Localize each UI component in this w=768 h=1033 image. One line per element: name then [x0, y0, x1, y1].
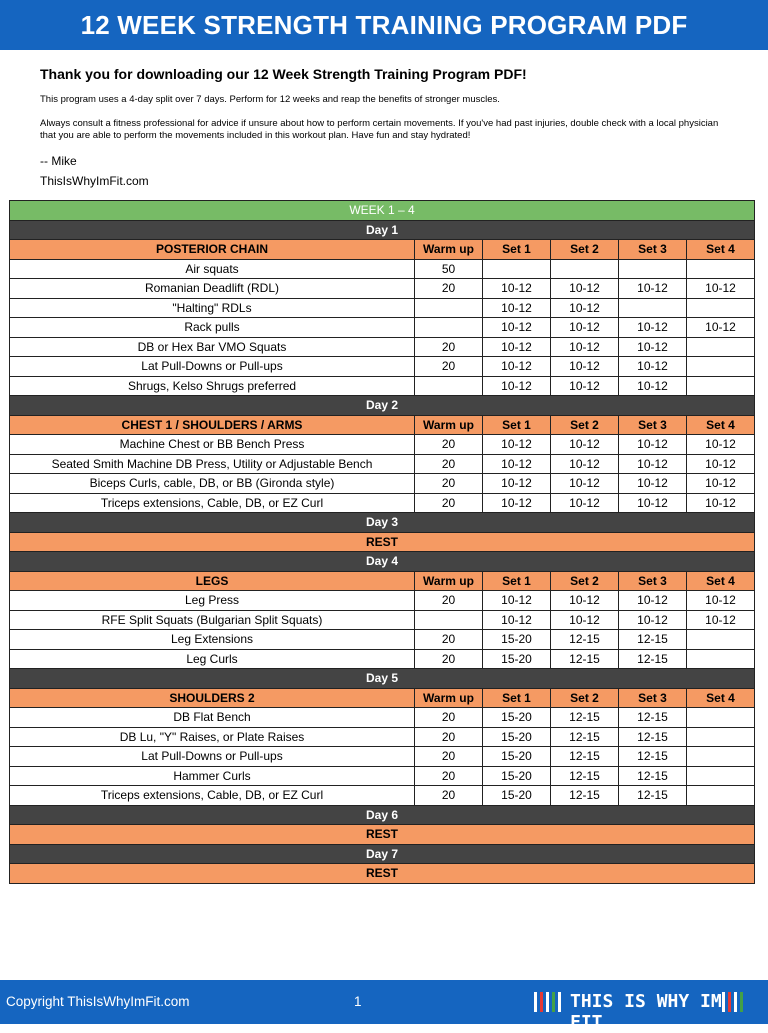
rep-cell: 20: [415, 493, 483, 513]
rep-cell: 15-20: [483, 630, 551, 650]
column-header: Set 3: [619, 688, 687, 708]
rep-cell: 10-12: [551, 435, 619, 455]
rep-cell: 15-20: [483, 747, 551, 767]
rep-cell: 20: [415, 708, 483, 728]
exercise-row: [10, 357, 755, 377]
rep-cell: 12-15: [551, 766, 619, 786]
column-header: Set 1: [483, 415, 551, 435]
exercise-row: [10, 708, 755, 728]
rep-cell: 10-12: [619, 454, 687, 474]
rep-cell: 20: [415, 279, 483, 299]
rep-cell: 10-12: [483, 454, 551, 474]
rep-cell: 10-12: [687, 454, 755, 474]
exercise-row: [10, 454, 755, 474]
rep-cell: 12-15: [551, 727, 619, 747]
rep-cell: 15-20: [483, 708, 551, 728]
exercise-row: [10, 435, 755, 455]
day-label: Day 6: [10, 805, 755, 825]
title-bar: [0, 0, 768, 50]
rep-cell: 10-12: [687, 279, 755, 299]
muscle-group-label: LEGS: [10, 571, 415, 591]
rep-cell: [551, 259, 619, 279]
rep-cell: 10-12: [619, 610, 687, 630]
rep-cell: 10-12: [551, 493, 619, 513]
rep-cell: 20: [415, 474, 483, 494]
rep-cell: 10-12: [551, 591, 619, 611]
rep-cell: 12-15: [551, 747, 619, 767]
rep-cell: 12-15: [619, 630, 687, 650]
rep-cell: [687, 727, 755, 747]
rep-cell: 10-12: [687, 435, 755, 455]
rep-cell: 15-20: [483, 649, 551, 669]
rep-cell: 20: [415, 747, 483, 767]
column-header: Set 4: [687, 688, 755, 708]
day-row: [10, 844, 755, 864]
exercise-row: [10, 649, 755, 669]
rep-cell: [415, 610, 483, 630]
rep-cell: [687, 630, 755, 650]
rep-cell: 12-15: [619, 649, 687, 669]
exercise-name: Shrugs, Kelso Shrugs preferred: [10, 376, 415, 396]
exercise-name: RFE Split Squats (Bulgarian Split Squats): [10, 610, 415, 630]
column-header: Warm up: [415, 571, 483, 591]
rep-cell: 12-15: [551, 786, 619, 806]
exercise-row: [10, 747, 755, 767]
rep-cell: 10-12: [551, 279, 619, 299]
rep-cell: 12-15: [619, 747, 687, 767]
section-header-row: [10, 240, 755, 260]
program-table: [9, 200, 755, 884]
exercise-name: "Halting" RDLs: [10, 298, 415, 318]
rep-cell: [619, 259, 687, 279]
rep-cell: 50: [415, 259, 483, 279]
exercise-row: [10, 766, 755, 786]
muscle-group-label: CHEST 1 / SHOULDERS / ARMS: [10, 415, 415, 435]
column-header: Set 2: [551, 415, 619, 435]
exercise-row: [10, 493, 755, 513]
rep-cell: 12-15: [619, 786, 687, 806]
rep-cell: 10-12: [619, 591, 687, 611]
exercise-row: [10, 337, 755, 357]
day-row: [10, 396, 755, 416]
rest-label: REST: [10, 825, 755, 845]
exercise-name: Air squats: [10, 259, 415, 279]
exercise-name: Leg Curls: [10, 649, 415, 669]
column-header: Warm up: [415, 688, 483, 708]
column-header: Set 2: [551, 688, 619, 708]
exercise-name: Triceps extensions, Cable, DB, or EZ Curl: [10, 786, 415, 806]
column-header: Warm up: [415, 415, 483, 435]
rep-cell: 10-12: [483, 318, 551, 338]
page-title: 12 WEEK STRENGTH TRAINING PROGRAM PDF: [80, 10, 688, 40]
exercise-row: [10, 786, 755, 806]
brand-logo: [530, 988, 750, 1033]
column-header: Set 1: [483, 688, 551, 708]
rep-cell: [687, 786, 755, 806]
column-header: Set 4: [687, 571, 755, 591]
rep-cell: 10-12: [619, 376, 687, 396]
day-row: [10, 513, 755, 533]
rep-cell: 12-15: [551, 630, 619, 650]
exercise-row: [10, 474, 755, 494]
exercise-name: DB Lu, "Y" Raises, or Plate Raises: [10, 727, 415, 747]
rest-row: [10, 864, 755, 884]
exercise-name: Seated Smith Machine DB Press, Utility or Adjustable Bench: [10, 454, 415, 474]
column-header: Set 2: [551, 571, 619, 591]
rep-cell: 12-15: [551, 708, 619, 728]
rep-cell: 10-12: [483, 357, 551, 377]
program-table-container: [9, 200, 754, 884]
exercise-name: Leg Extensions: [10, 630, 415, 650]
rep-cell: 15-20: [483, 786, 551, 806]
rep-cell: 10-12: [551, 474, 619, 494]
rest-row: [10, 532, 755, 552]
rep-cell: 12-15: [551, 649, 619, 669]
exercise-name: Machine Chest or BB Bench Press: [10, 435, 415, 455]
program-summary: This program uses a 4-day split over 7 days. Perform for 12 weeks and reap the benefits of stronger muscles.: [40, 94, 500, 105]
rep-cell: 10-12: [483, 591, 551, 611]
rep-cell: [415, 376, 483, 396]
column-header: Set 1: [483, 571, 551, 591]
rep-cell: 10-12: [483, 279, 551, 299]
day-row: [10, 805, 755, 825]
rep-cell: 10-12: [619, 435, 687, 455]
exercise-row: [10, 630, 755, 650]
rep-cell: 10-12: [619, 279, 687, 299]
rep-cell: 12-15: [619, 766, 687, 786]
day-label: Day 1: [10, 220, 755, 240]
rep-cell: 20: [415, 337, 483, 357]
rep-cell: [687, 357, 755, 377]
logo-wordmark: THIS IS WHY IM FIT: [570, 991, 722, 1033]
safety-note: Always consult a fitness professional for advice if unsure about how to perform certain movements. If you've had past injuries, double check with a local physician that you are able to perform the movements included in this workout plan. Have fun and stay hydrated!: [40, 118, 719, 141]
rep-cell: [415, 298, 483, 318]
rep-cell: 10-12: [551, 454, 619, 474]
rep-cell: [687, 649, 755, 669]
section-header-row: [10, 688, 755, 708]
intro-section: [40, 66, 730, 188]
rep-cell: 10-12: [483, 474, 551, 494]
week-header-row: [10, 201, 755, 221]
section-header-row: [10, 415, 755, 435]
week-label: WEEK 1 – 4: [10, 201, 755, 221]
rep-cell: 15-20: [483, 766, 551, 786]
day-row: [10, 669, 755, 689]
rep-cell: 10-12: [551, 298, 619, 318]
exercise-name: Biceps Curls, cable, DB, or BB (Gironda style): [10, 474, 415, 494]
rep-cell: [687, 298, 755, 318]
rep-cell: 10-12: [687, 591, 755, 611]
exercise-row: [10, 298, 755, 318]
rep-cell: 10-12: [483, 337, 551, 357]
exercise-row: [10, 591, 755, 611]
rep-cell: [483, 259, 551, 279]
day-label: Day 4: [10, 552, 755, 572]
rep-cell: 10-12: [619, 337, 687, 357]
footer-bar: [0, 980, 768, 1033]
column-header: Set 4: [687, 415, 755, 435]
rep-cell: 20: [415, 727, 483, 747]
section-header-row: [10, 571, 755, 591]
rep-cell: 10-12: [619, 474, 687, 494]
exercise-row: [10, 279, 755, 299]
column-header: Set 3: [619, 240, 687, 260]
rep-cell: 10-12: [687, 474, 755, 494]
muscle-group-label: SHOULDERS 2: [10, 688, 415, 708]
thank-you-heading: Thank you for downloading our 12 Week Strength Training Program PDF!: [40, 66, 527, 82]
rep-cell: 20: [415, 454, 483, 474]
rep-cell: [687, 766, 755, 786]
rep-cell: [687, 708, 755, 728]
rep-cell: 10-12: [687, 610, 755, 630]
exercise-name: Leg Press: [10, 591, 415, 611]
signature: -- Mike: [40, 154, 77, 168]
rep-cell: 10-12: [687, 493, 755, 513]
exercise-name: Hammer Curls: [10, 766, 415, 786]
column-header: Set 1: [483, 240, 551, 260]
rep-cell: [687, 337, 755, 357]
rep-cell: 15-20: [483, 727, 551, 747]
copyright-text: Copyright ThisIsWhyImFit.com: [6, 994, 190, 1009]
rep-cell: 10-12: [619, 493, 687, 513]
rep-cell: 10-12: [483, 435, 551, 455]
page-number: 1: [354, 994, 362, 1009]
rep-cell: 10-12: [551, 610, 619, 630]
rep-cell: [687, 259, 755, 279]
rep-cell: 10-12: [483, 493, 551, 513]
rep-cell: 10-12: [619, 318, 687, 338]
muscle-group-label: POSTERIOR CHAIN: [10, 240, 415, 260]
exercise-name: DB Flat Bench: [10, 708, 415, 728]
site-name: ThisIsWhyImFit.com: [40, 174, 149, 188]
day-row: [10, 220, 755, 240]
column-header: Set 2: [551, 240, 619, 260]
exercise-name: DB or Hex Bar VMO Squats: [10, 337, 415, 357]
column-header: Set 4: [687, 240, 755, 260]
day-label: Day 3: [10, 513, 755, 533]
exercise-name: Triceps extensions, Cable, DB, or EZ Curl: [10, 493, 415, 513]
rep-cell: [687, 747, 755, 767]
rep-cell: 10-12: [483, 610, 551, 630]
rest-label: REST: [10, 864, 755, 884]
rep-cell: 20: [415, 786, 483, 806]
day-label: Day 2: [10, 396, 755, 416]
rep-cell: 20: [415, 630, 483, 650]
rep-cell: 12-15: [619, 727, 687, 747]
rep-cell: 12-15: [619, 708, 687, 728]
rest-row: [10, 825, 755, 845]
rep-cell: 20: [415, 591, 483, 611]
exercise-row: [10, 610, 755, 630]
exercise-row: [10, 727, 755, 747]
exercise-name: Rack pulls: [10, 318, 415, 338]
rep-cell: 10-12: [483, 298, 551, 318]
rep-cell: 10-12: [687, 318, 755, 338]
column-header: Warm up: [415, 240, 483, 260]
day-label: Day 7: [10, 844, 755, 864]
rep-cell: 20: [415, 357, 483, 377]
rep-cell: 20: [415, 766, 483, 786]
exercise-row: [10, 376, 755, 396]
rep-cell: 10-12: [551, 337, 619, 357]
exercise-name: Lat Pull-Downs or Pull-ups: [10, 747, 415, 767]
rep-cell: 10-12: [483, 376, 551, 396]
rep-cell: 10-12: [551, 376, 619, 396]
exercise-name: Romanian Deadlift (RDL): [10, 279, 415, 299]
rep-cell: 10-12: [551, 318, 619, 338]
column-header: Set 3: [619, 571, 687, 591]
rep-cell: 20: [415, 435, 483, 455]
exercise-name: Lat Pull-Downs or Pull-ups: [10, 357, 415, 377]
day-label: Day 5: [10, 669, 755, 689]
rep-cell: 20: [415, 649, 483, 669]
exercise-row: [10, 259, 755, 279]
rep-cell: [619, 298, 687, 318]
rep-cell: 10-12: [551, 357, 619, 377]
rep-cell: [687, 376, 755, 396]
rep-cell: 10-12: [619, 357, 687, 377]
column-header: Set 3: [619, 415, 687, 435]
rest-label: REST: [10, 532, 755, 552]
day-row: [10, 552, 755, 572]
rep-cell: [415, 318, 483, 338]
exercise-row: [10, 318, 755, 338]
